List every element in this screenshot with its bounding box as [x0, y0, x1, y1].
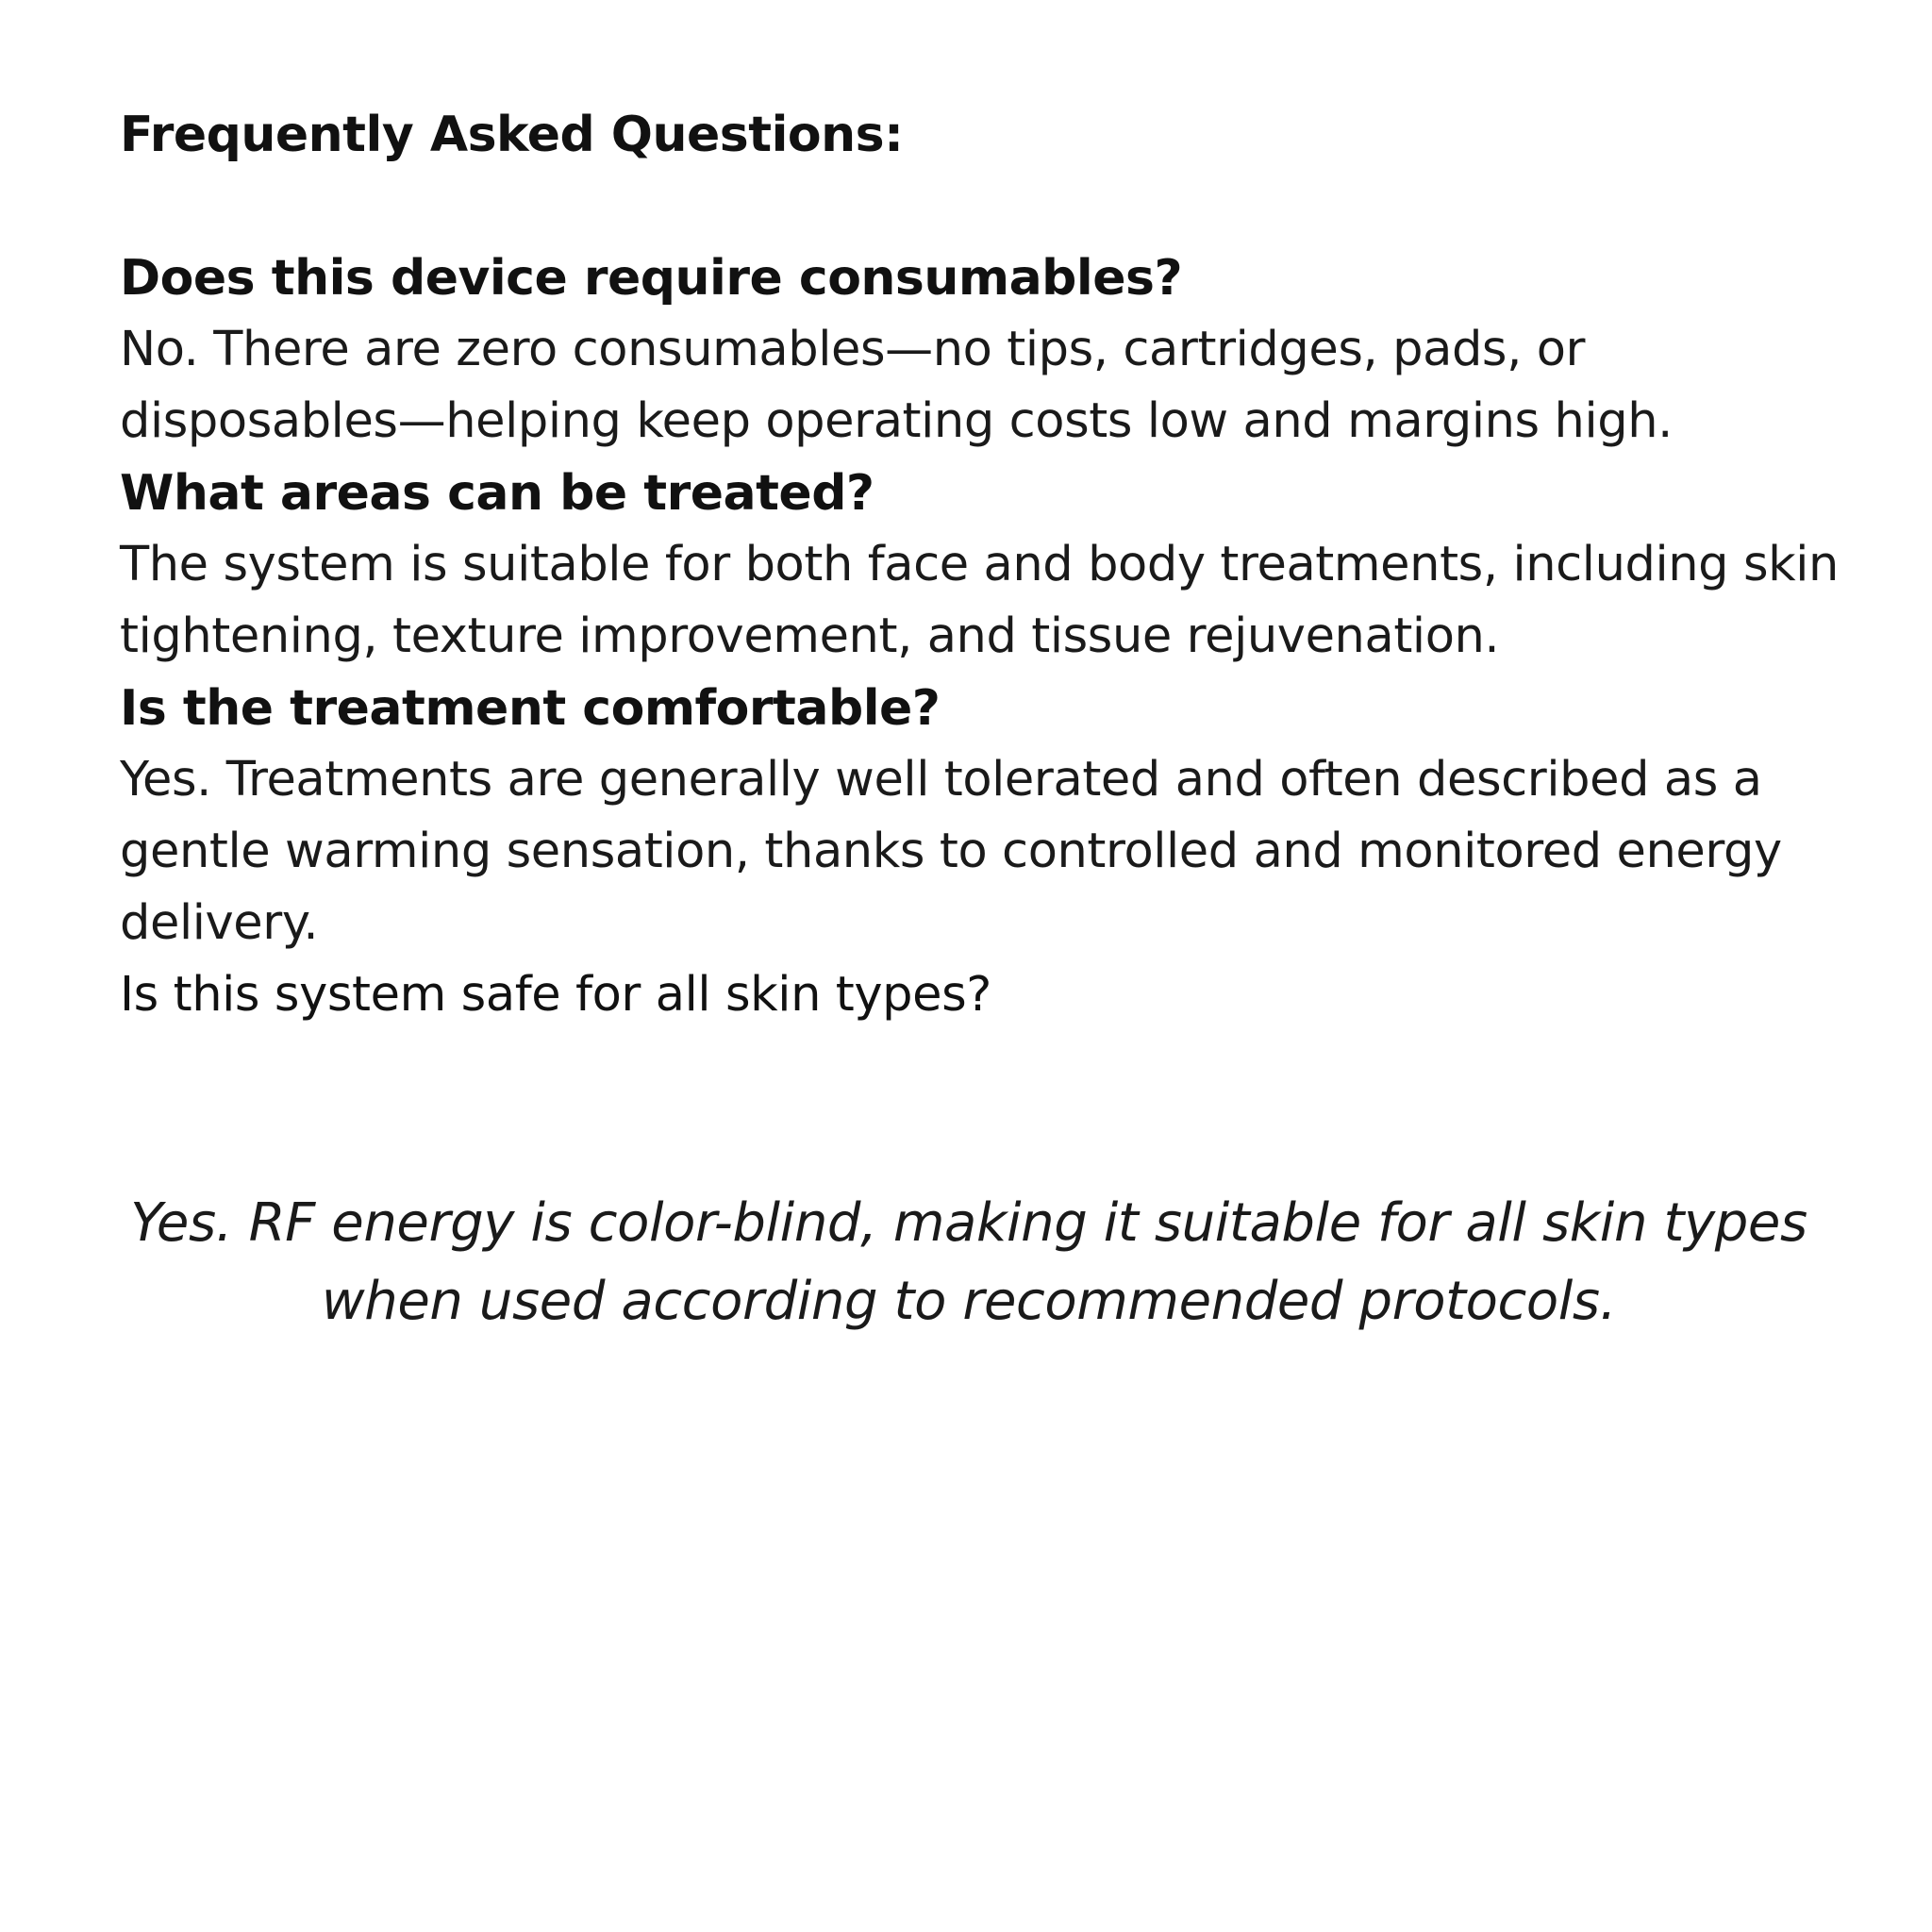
- faq-question: Is the treatment comfortable?: [120, 680, 941, 737]
- faq-question: Is this system safe for all skin types?: [120, 967, 991, 1023]
- faq-item-consumables: [120, 242, 1846, 458]
- faq-document: [120, 99, 1846, 1031]
- faq-question: Does this device require consumables?: [120, 250, 1183, 307]
- faq-item-treatment-areas: [120, 458, 1846, 673]
- faq-item-comfort: [120, 673, 1846, 959]
- faq-question: What areas can be treated?: [120, 465, 874, 522]
- faq-answer: Yes. Treatments are generally well tolerated and often described as a gentle warming sensation, thanks to controlled and monitored energy delivery.: [120, 752, 1782, 951]
- faq-answer: No. There are zero consumables—no tips, cartridges, pads, or disposables—helping keep operating costs low and margins high.: [120, 322, 1673, 449]
- faq-answer-skin-types: Yes. RF energy is color-blind, making it suitable for all skin types when used according to recommended protocols.: [130, 1192, 1807, 1332]
- faq-answer: The system is suitable for both face and body treatments, including skin tightening, texture improvement, and tissue rejuvenation.: [120, 537, 1839, 664]
- faq-item-skin-types: [120, 959, 1846, 1031]
- faq-heading: Frequently Asked Questions:: [120, 107, 904, 163]
